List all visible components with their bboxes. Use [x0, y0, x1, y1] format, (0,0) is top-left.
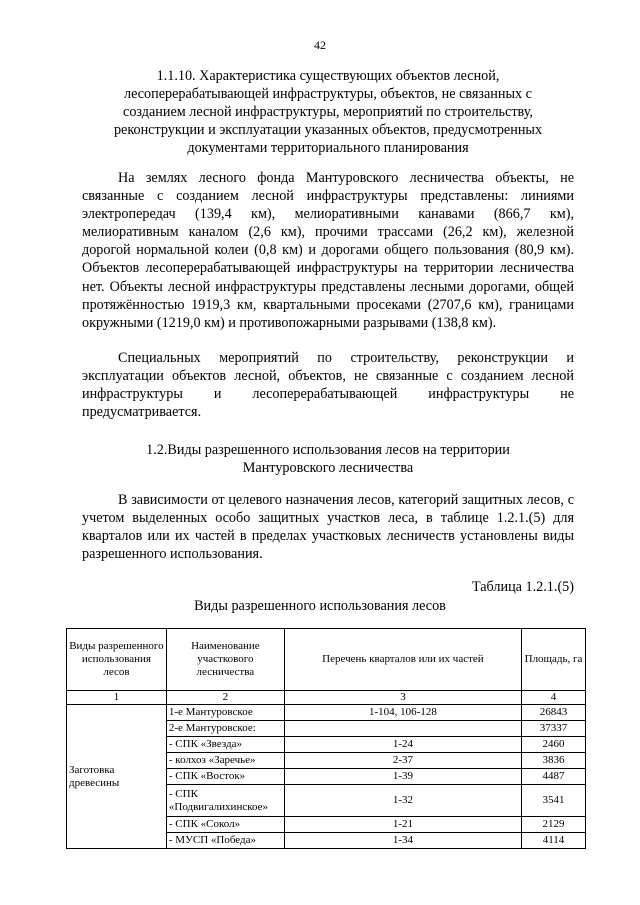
heading-line: созданием лесной инфраструктуры, мероприятий по строительству, [123, 104, 533, 120]
paragraph-measures: Специальных мероприятий по строительству, реконструкции и эксплуатации объектов лесной, объектов, не связанные с созданием лесной инфраструктуры и лесоперерабатывающей инфраструктуры не предусматривается. [82, 350, 574, 421]
forestry-name-cell: - СПК «Сокол» [166, 817, 284, 833]
table-column-numbers-row [67, 691, 586, 705]
table-row [67, 705, 586, 721]
heading-line: реконструкции и эксплуатации указанных объектов, предусмотренных [113, 122, 543, 138]
col-number: 1 [67, 691, 167, 705]
heading-line: 1.2.Виды разрешенного использования лесов на территории [146, 442, 510, 458]
heading-line: 1.1.10. Характеристика существующих объектов лесной, [156, 68, 500, 84]
forestry-name-cell: - СПК «Подвигалихинское» [166, 785, 284, 817]
header-usage-type: Виды разрешенного использования лесов [67, 629, 167, 691]
col-number: 3 [284, 691, 521, 705]
area-cell: 4487 [522, 769, 586, 785]
table-caption: Таблица 1.2.1.(5) [471, 579, 574, 595]
area-cell: 37337 [522, 721, 586, 737]
quarters-cell: 1-32 [284, 785, 521, 817]
table-title: Виды разрешенного использования лесов [194, 598, 446, 614]
area-cell: 3836 [522, 753, 586, 769]
forestry-name-cell: - СПК «Восток» [166, 769, 284, 785]
usage-table [66, 628, 586, 849]
forestry-name-cell: 1-е Мантуровское [166, 705, 284, 721]
quarters-cell: 1-34 [284, 833, 521, 849]
header-quarters: Перечень кварталов или их частей [284, 629, 521, 691]
area-cell: 3541 [522, 785, 586, 817]
area-cell: 2129 [522, 817, 586, 833]
area-cell: 26843 [522, 705, 586, 721]
col-number: 2 [166, 691, 284, 705]
quarters-cell: 1-21 [284, 817, 521, 833]
paragraph-objects: На землях лесного фонда Мантуровского лесничества объекты, не связанные с созданием лесной инфраструктуры представлены: линиями электропередач (139,4 км), мелиоративными канавами (866,7 км), мелиоративным каналом (2,6 км), прочими трассами (26,2 км), железной дорогой нормальной колеи (0,8 км) и дорогами общего пользования (80,9 км). Объектов лесоперерабатывающей инфраструктуры на территории лесничества нет. Объекты лесной инфраструктуры представлены лесными дорогами, общей протяжённостью 1919,3 км, квартальными просеками (2707,6 км), границами окружными (1219,0 км) и противопожарными разрывами (138,8 км). [82, 170, 574, 331]
forestry-name-cell: - СПК «Звезда» [166, 737, 284, 753]
forestry-name-cell: - МУСП «Победа» [166, 833, 284, 849]
section-heading-1-2 [80, 441, 576, 477]
usage-type-cell: Заготовка древесины [67, 705, 167, 849]
area-cell: 2460 [522, 737, 586, 753]
quarters-cell [284, 721, 521, 737]
heading-line: документами территориального планирования [187, 140, 469, 156]
heading-line: лесоперерабатывающей инфраструктуры, объектов, не связанных с [124, 86, 532, 102]
forestry-name-cell: 2-е Мантуровское: [166, 721, 284, 737]
area-cell: 4114 [522, 833, 586, 849]
header-area: Площадь, га [522, 629, 586, 691]
quarters-cell: 2-37 [284, 753, 521, 769]
section-heading-1-1-10 [80, 67, 576, 157]
paragraph-usage-types: В зависимости от целевого назначения лесов, категорий защитных лесов, с учетом выделенных особо защитных участков леса, в таблице 1.2.1.(5) для кварталов или их частей в пределах участковых лесничеств установлены виды разрешенного использования. [82, 492, 574, 563]
quarters-cell: 1-39 [284, 769, 521, 785]
page-number: 42 [314, 38, 326, 52]
heading-line: Мантуровского лесничества [242, 460, 414, 476]
header-forestry-name: Наименование участкового лесничества [166, 629, 284, 691]
forestry-name-cell: - колхоз «Заречье» [166, 753, 284, 769]
quarters-cell: 1-104, 106-128 [284, 705, 521, 721]
table-header-row [67, 629, 586, 691]
col-number: 4 [522, 691, 586, 705]
quarters-cell: 1-24 [284, 737, 521, 753]
